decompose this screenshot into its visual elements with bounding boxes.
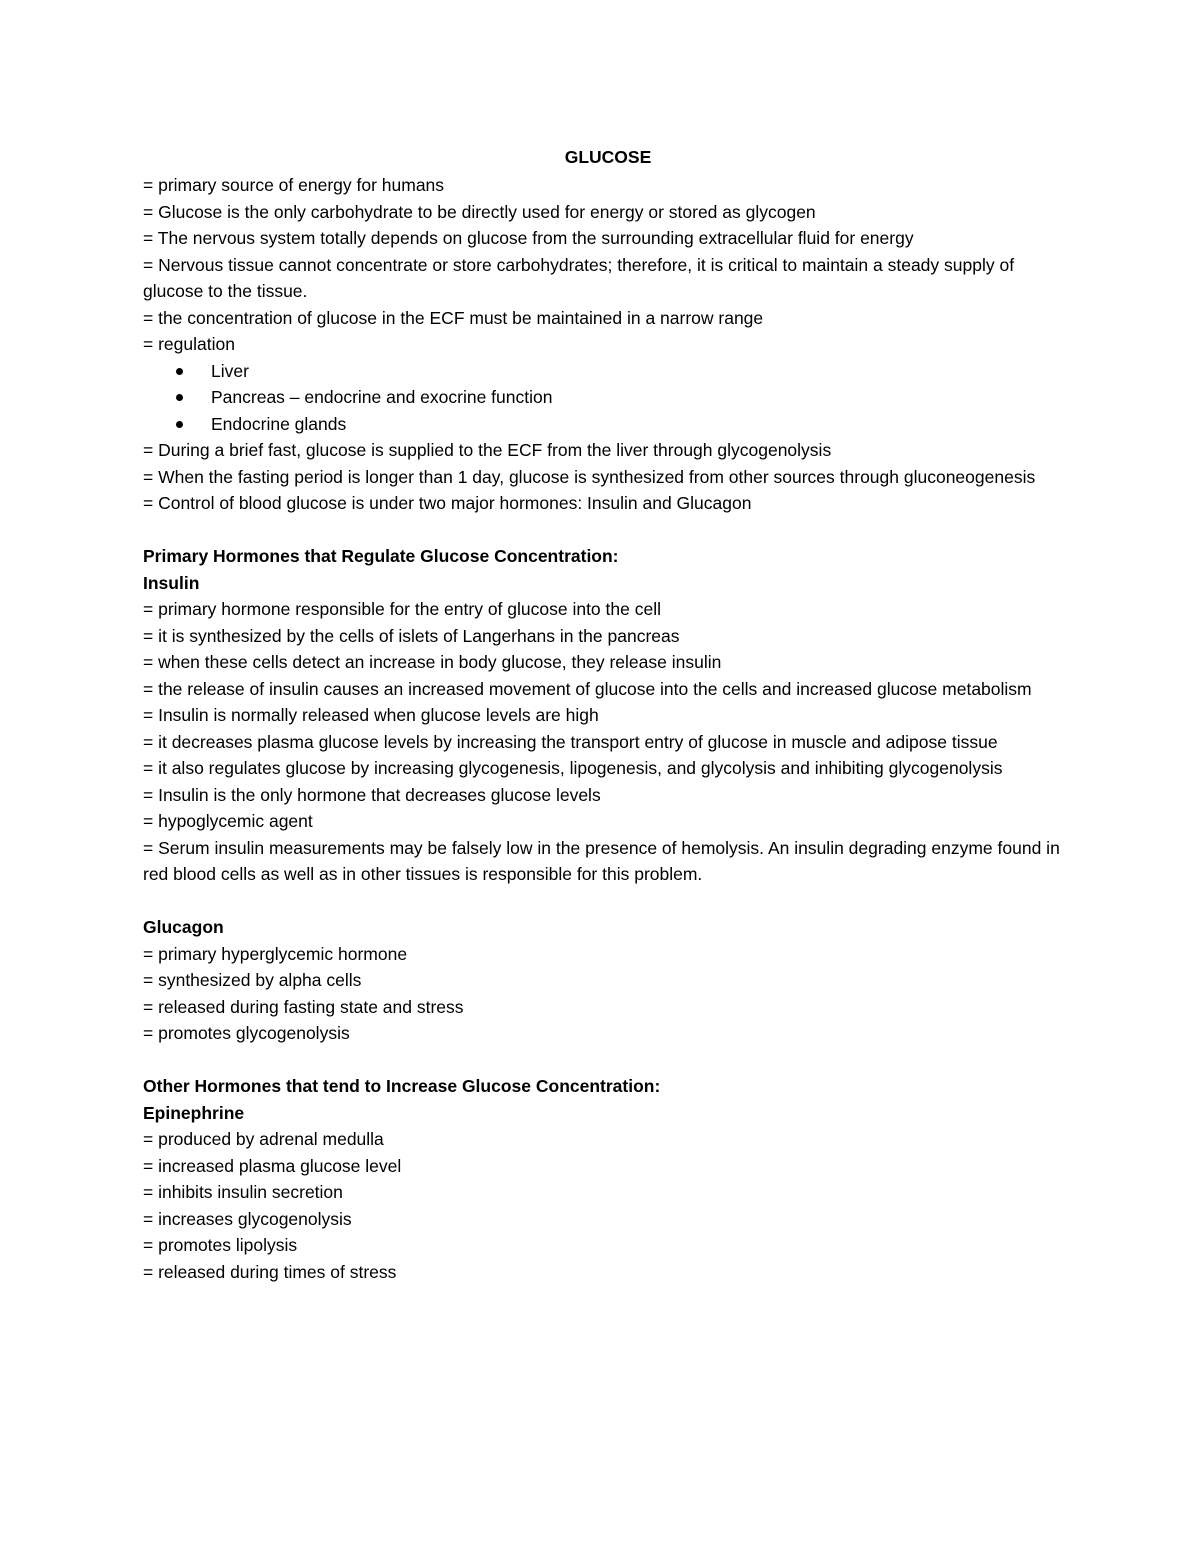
other-hormones-heading: Other Hormones that tend to Increase Glucose Concentration: <box>143 1076 661 1096</box>
insulin-line: = it is synthesized by the cells of islets of Langerhans in the pancreas <box>143 625 680 646</box>
regulation-item <box>143 411 1063 438</box>
regulation-item-label: Liver <box>211 360 249 381</box>
insulin-line: = when these cells detect an increase in body glucose, they release insulin <box>143 652 722 672</box>
post-line: = During a brief fast, glucose is supplied to the ECF from the liver through glycogenolysis <box>143 440 832 460</box>
intro-line: = Glucose is the only carbohydrate to be directly used for energy or stored as glycogen <box>143 201 816 222</box>
intro-line: = primary source of energy for humans <box>143 175 445 195</box>
epinephrine-line: = increases glycogenolysis <box>143 1208 352 1229</box>
post-line: = Control of blood glucose is under two major hormones: Insulin and Glucagon <box>143 493 752 513</box>
bullet-icon <box>176 394 183 401</box>
insulin-line: = hypoglycemic agent <box>143 811 313 831</box>
regulation-item <box>143 358 1063 385</box>
document-page <box>143 142 1063 1285</box>
glucagon-line: = released during fasting state and stress <box>143 996 464 1017</box>
spacer <box>143 1047 1063 1074</box>
epinephrine-line: = inhibits insulin secretion <box>143 1182 343 1202</box>
insulin-line: = Insulin is the only hormone that decreases glucose levels <box>143 784 601 805</box>
regulation-item-label: Pancreas – endocrine and exocrine function <box>211 387 553 407</box>
bullet-icon <box>176 421 183 428</box>
document-title: GLUCOSE <box>564 147 652 167</box>
insulin-line: = the release of insulin causes an increased movement of glucose into the cells and increased glucose metabolism <box>143 678 1032 699</box>
epinephrine-line: = promotes lipolysis <box>143 1235 298 1255</box>
regulation-list <box>143 358 1063 438</box>
insulin-line: = primary hormone responsible for the entry of glucose into the cell <box>143 599 661 619</box>
glucagon-heading: Glucagon <box>143 917 224 937</box>
epinephrine-line: = released during times of stress <box>143 1261 397 1282</box>
intro-line: = The nervous system totally depends on glucose from the surrounding extracellular fluid for energy <box>143 228 914 248</box>
insulin-line: = it decreases plasma glucose levels by increasing the transport entry of glucose in muscle and adipose tissue <box>143 731 998 752</box>
intro-line: = Nervous tissue cannot concentrate or store carbohydrates; therefore, it is critical to maintain a steady supply of glucose to the tissue. <box>143 254 1015 301</box>
epinephrine-heading: Epinephrine <box>143 1102 245 1123</box>
epinephrine-line: = produced by adrenal medulla <box>143 1129 384 1149</box>
glucagon-line: = promotes glycogenolysis <box>143 1023 350 1043</box>
insulin-line: = it also regulates glucose by increasing glycogenesis, lipogenesis, and glycolysis and inhibiting glycogenolysis <box>143 758 1003 778</box>
insulin-heading: Insulin <box>143 572 200 593</box>
epinephrine-line: = increased plasma glucose level <box>143 1155 402 1176</box>
regulation-item-label: Endocrine glands <box>211 413 347 434</box>
intro-line: = the concentration of glucose in the ECF must be maintained in a narrow range <box>143 307 764 328</box>
post-line: = When the fasting period is longer than 1 day, glucose is synthesized from other sources through gluconeogenesis <box>143 466 1036 487</box>
insulin-line: = Insulin is normally released when glucose levels are high <box>143 705 599 725</box>
bullet-icon <box>176 368 183 375</box>
primary-hormones-heading: Primary Hormones that Regulate Glucose Concentration: <box>143 546 619 566</box>
glucagon-line: = synthesized by alpha cells <box>143 970 362 990</box>
intro-line: = regulation <box>143 334 235 354</box>
regulation-item <box>143 384 1063 411</box>
glucagon-line: = primary hyperglycemic hormone <box>143 943 408 964</box>
spacer <box>143 888 1063 915</box>
insulin-line: = Serum insulin measurements may be falsely low in the presence of hemolysis. An insulin degrading enzyme found in red blood cells as well as in other tissues is responsible for this problem. <box>143 837 1060 884</box>
spacer <box>143 517 1063 544</box>
